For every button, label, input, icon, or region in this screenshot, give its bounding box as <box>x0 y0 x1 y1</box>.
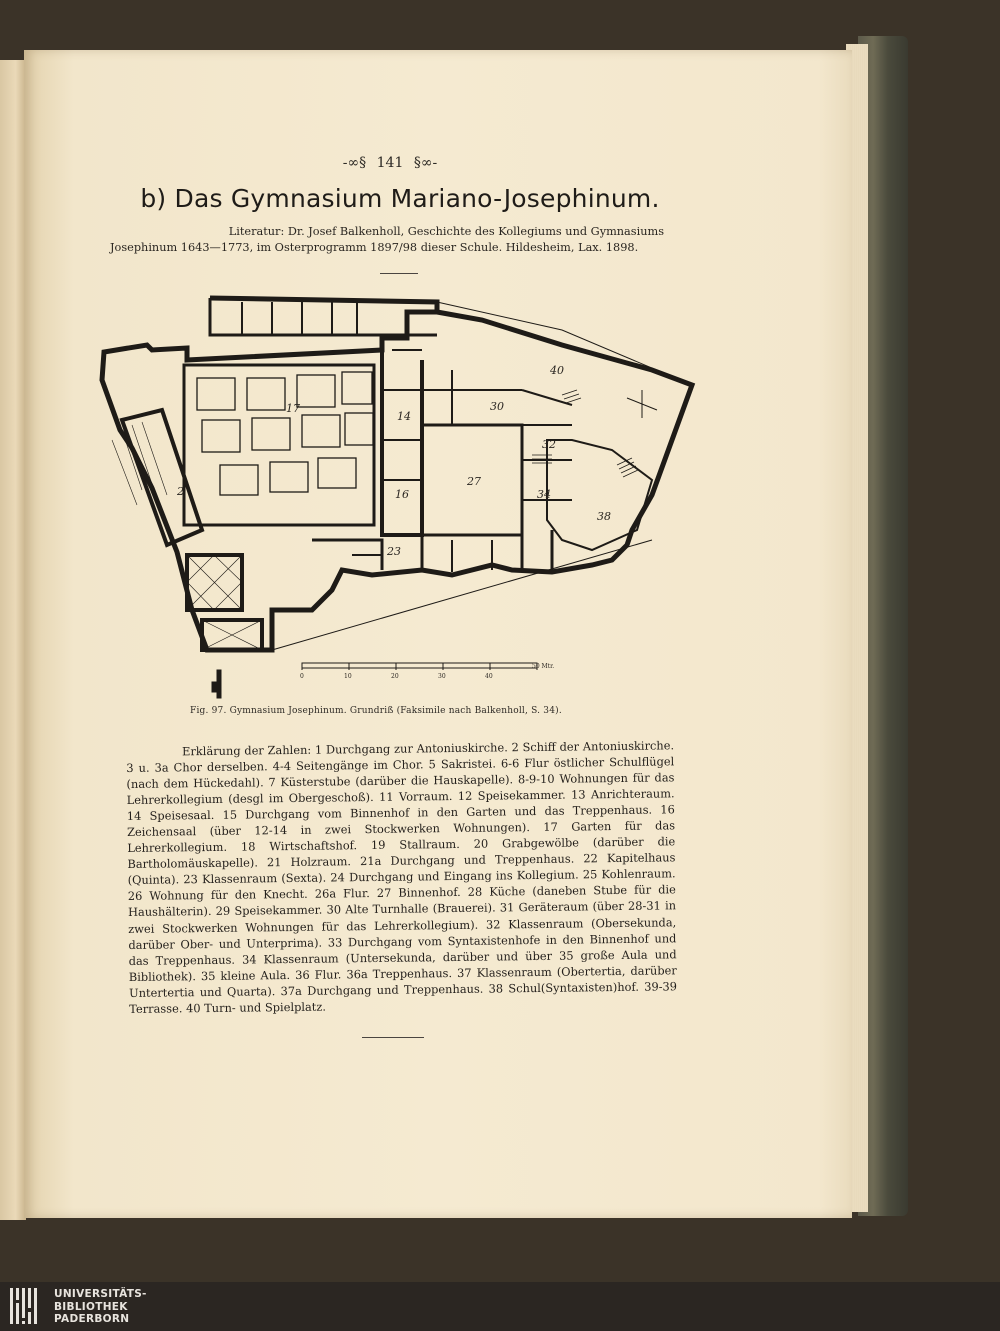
legend-paragraph: Erklärung der Zahlen: 1 Durchgang zur Antoniuskirche. 2 Schiff der Antoniuskirche. 3 u. 3a Chor derselben. 4-4 Seitengänge im Chor. 5 Sakristei. 6-6 Flur östlicher Schulflügel (nach dem Hückedahl). 7 Küsterstube (darüber die Hauskapelle). 8-9-10 Wohnungen für das Lehrerkollegium (desgl im Obergeschoß). 11 Vorraum. 12 Speisekammer. 13 Anrichteraum. 14 Speisesaal. 15 Durchgang vom Binnenhof in den Garten und das Treppenhaus. 16 Zeichensaal (über 12-14 in zwei Stockwerken Wohnungen). 17 Garten für das Lehrerkollegium. 18 Wirtschaftshof. 19 Stallraum. 20 Grabgewölbe (darüber die Bartholomäuskapelle). 21 Holzraum. 21a Durchgang und Treppenhaus. 22 Kapitelhaus (Quinta). 23 Klassenraum (Sexta). 24 Durchgang und Eingang ins Kollegium. 25 Kohlenraum. 26 Wohnung für den Knecht. 26a Flur. 27 Binnenhof. 28 Küche (daneben Stube für die Haushälterin). 29 Speisekammer. 30 Alte Turnhalle (Brauerei). 31 Geräteraum (über 28-31 in zwei Stockwerken Wohnungen für das Lehrerkollegium). 32 Klassenraum (Obersekunda, darüber Ober- und Unterprima). 33 Durchgang vom Syntaxistenhofe in den Binnenhof und das Treppenhaus. 34 Klassenraum (Untersekunda, darüber und über 35 große Aula und Bibliothek). 35 kleine Aula. 36 Flur. 36a Treppenhaus. 37 Klassenraum (Obertertia, darüber Untertertia und Quarta). 37a Durchgang und Treppenhaus. 38 Schul(Syntaxisten)hof. 39-39 Terrasse. 40 Turn- und Spielplatz. <box>126 738 678 1016</box>
library-logo-icon <box>8 1286 44 1326</box>
library-footer <box>0 1282 1000 1331</box>
scale-tick-0: 0 <box>300 673 304 680</box>
floor-plan <box>92 290 702 705</box>
north-arrow-icon <box>627 390 657 418</box>
divider-top <box>380 273 418 274</box>
library-name-line2: BIBLIOTHEK <box>54 1300 128 1313</box>
literature-reference <box>110 224 670 256</box>
label-14: 14 <box>397 410 411 423</box>
label-17: 17 <box>286 402 300 415</box>
label-2: 2 <box>177 485 184 498</box>
figure-caption: Fig. 97. Gymnasium Josephinum. Grundriß (Faksimile nach Balkenholl, S. 34). <box>190 706 562 716</box>
page-number-value: 141 <box>376 155 404 171</box>
literature-line-1: Literatur: Dr. Josef Balkenholl, Geschichte des Kollegiums und Gymnasiums <box>228 225 664 238</box>
legend-explanation <box>126 737 677 1016</box>
scale-bar <box>302 663 537 668</box>
ornament-left: -∞§ <box>342 155 367 171</box>
garden-beds <box>197 372 373 495</box>
label-16: 16 <box>395 488 409 501</box>
label-32: 32 <box>542 438 556 451</box>
library-name <box>54 1288 147 1326</box>
scale-tick-30: 30 <box>438 673 446 680</box>
page-number <box>340 155 440 171</box>
left-page-edge <box>0 60 26 1220</box>
ornament-right: §∞- <box>413 155 438 171</box>
library-name-line3: PADERBORN <box>54 1313 130 1325</box>
scale-tick-10: 10 <box>344 673 352 680</box>
syntaxistenhof <box>547 440 652 550</box>
scale-tick-40: 40 <box>485 673 493 680</box>
section-heading: b) Das Gymnasium Mariano-Josephinum. <box>140 184 660 213</box>
scale-tick-20: 20 <box>391 673 399 680</box>
label-40: 40 <box>550 364 564 377</box>
label-34: 34 <box>537 488 551 501</box>
divider-bottom <box>362 1037 424 1038</box>
label-23: 23 <box>387 545 401 558</box>
east-wing <box>382 350 422 535</box>
label-38: 38 <box>597 510 611 523</box>
library-name-line1: UNIVERSITÄTS- <box>54 1288 147 1300</box>
label-27: 27 <box>467 475 481 488</box>
label-30: 30 <box>490 400 504 413</box>
literature-line-2: Josephinum 1643—1773, im Osterprogramm 1897/98 dieser Schule. Hildesheim, Lax. 1898. <box>110 241 639 254</box>
scale-tick-50: 50 Mtr. <box>532 663 555 670</box>
